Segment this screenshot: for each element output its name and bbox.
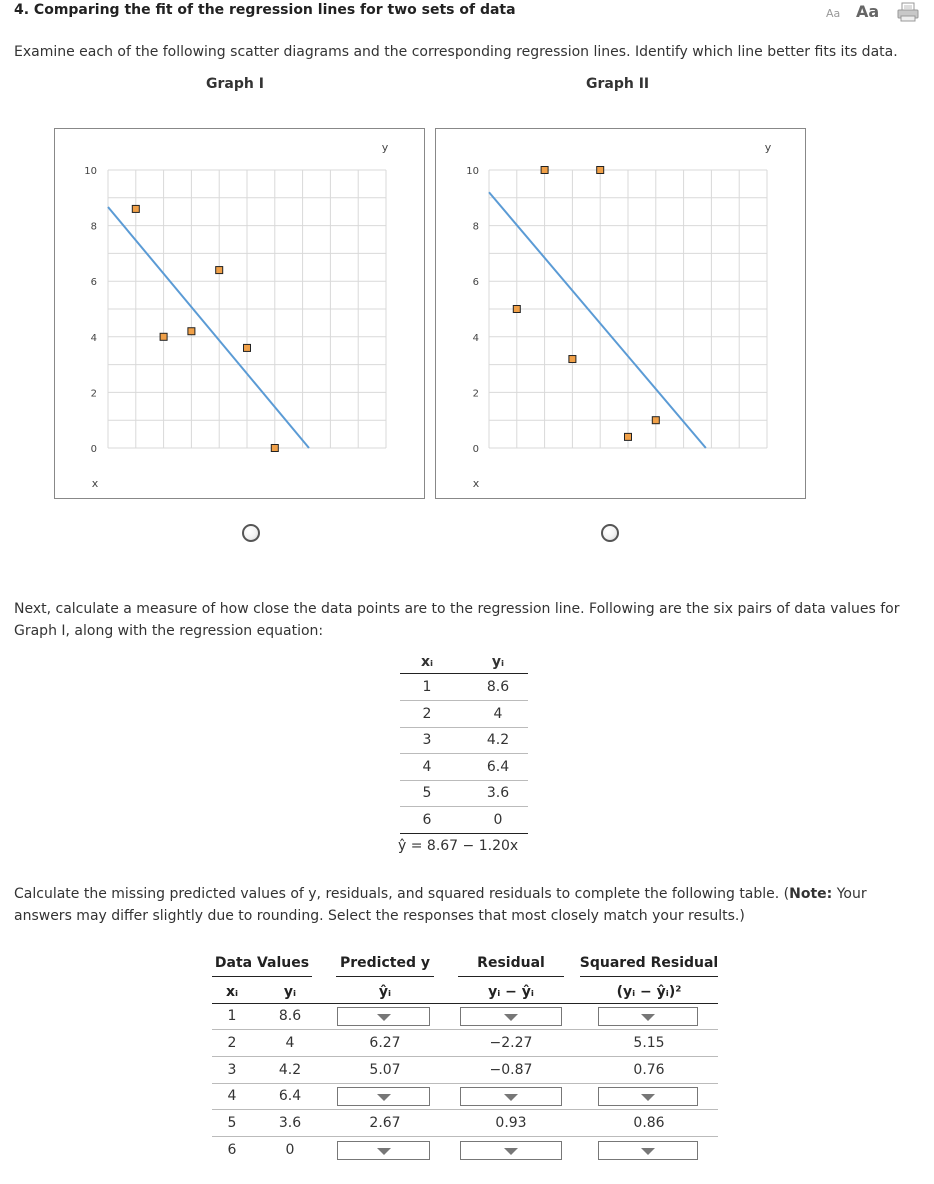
result-row-divider xyxy=(212,1136,718,1137)
result-squared-cell: 5.15 xyxy=(633,1034,665,1051)
graph2-ytick-label: 6 xyxy=(472,277,479,289)
graph2-ytick-label: 2 xyxy=(472,388,479,400)
graph1-plot xyxy=(55,129,424,498)
graph2-data-point xyxy=(597,167,604,174)
graph1-ytick-label: 2 xyxy=(90,388,97,400)
result-residual-cell: −0.87 xyxy=(489,1061,533,1078)
result-squared-cell: 0.86 xyxy=(633,1115,665,1132)
graph1-data-point xyxy=(216,267,223,274)
result-row-divider xyxy=(212,1056,718,1057)
graph1-label: Graph I xyxy=(206,76,264,92)
data-table-row-divider xyxy=(400,780,528,781)
predicted-y-dropdown[interactable] xyxy=(337,1007,430,1026)
data-table-x-cell: 4 xyxy=(422,758,432,775)
data-table-row-divider xyxy=(400,806,528,807)
result-x-cell: 6 xyxy=(227,1142,237,1158)
graph1-radio[interactable] xyxy=(242,524,260,542)
note-label: Note: xyxy=(789,886,833,902)
graph1-ytick-label: 4 xyxy=(90,332,97,344)
data-table-y-cell: 0 xyxy=(493,811,503,828)
data-table-y-cell: 8.6 xyxy=(486,679,510,695)
data-table-header-x: xᵢ xyxy=(420,654,434,670)
result-x-cell: 1 xyxy=(227,1008,237,1024)
data-table-x-cell: 5 xyxy=(422,785,432,801)
graph2-ytick-label: 4 xyxy=(472,332,479,344)
graph2-chart xyxy=(435,128,806,499)
chevron-down-icon xyxy=(377,1014,391,1021)
graph2-data-point xyxy=(625,433,632,440)
graph2-ylabel: y xyxy=(764,141,772,154)
graph1-ylabel: y xyxy=(381,141,389,154)
result-row-divider xyxy=(212,1109,718,1110)
graph2-xlabel: x xyxy=(472,477,480,490)
graph1-regression-line xyxy=(108,207,309,448)
graph2-plot xyxy=(436,129,805,498)
header-predicted-y: Predicted y xyxy=(340,955,430,971)
data-table-row-divider xyxy=(400,727,528,728)
calc-paragraph xyxy=(14,883,919,927)
graph1-data-point xyxy=(188,328,195,335)
regression-equation: ŷ = 8.67 − 1.20x xyxy=(398,838,519,854)
chevron-down-icon xyxy=(504,1094,518,1101)
result-y-cell: 8.6 xyxy=(278,1008,302,1024)
header-residual: Residual xyxy=(477,955,545,971)
data-table-y-cell: 6.4 xyxy=(486,758,510,775)
result-residual-cell: 0.93 xyxy=(495,1115,527,1132)
residual-dropdown[interactable] xyxy=(460,1087,562,1106)
data-table-row-divider xyxy=(400,753,528,754)
header-data-values: Data Values xyxy=(214,955,310,971)
graph2-label: Graph II xyxy=(586,76,650,92)
chevron-down-icon xyxy=(641,1014,655,1021)
subheader-predicted: ŷᵢ xyxy=(378,984,392,1000)
data-table-y-cell: 4.2 xyxy=(486,732,510,748)
printer-icon[interactable] xyxy=(897,2,919,22)
graph1-data-point xyxy=(160,333,167,340)
result-x-cell: 5 xyxy=(227,1115,237,1132)
decrease-font-button[interactable]: Aa xyxy=(826,7,841,20)
graph1-data-point xyxy=(132,205,139,212)
graph2-ytick-label: 8 xyxy=(472,221,479,233)
graph1-ytick-label: 10 xyxy=(84,166,97,177)
result-row-divider xyxy=(212,1029,718,1030)
graph2-data-point xyxy=(652,417,659,424)
graph2-data-point xyxy=(513,306,520,313)
result-y-cell: 4 xyxy=(285,1034,295,1051)
instructions-text: Examine each of the following scatter diagrams and the corresponding regression lines. Identify which line better fits its data. xyxy=(14,44,898,60)
result-predicted-cell: 6.27 xyxy=(369,1034,401,1051)
residual-dropdown[interactable] xyxy=(460,1007,562,1026)
data-table-x-cell: 3 xyxy=(422,732,432,748)
predicted-y-dropdown[interactable] xyxy=(337,1087,430,1106)
result-squared-cell: 0.76 xyxy=(633,1061,665,1078)
result-predicted-cell: 5.07 xyxy=(369,1061,401,1078)
data-table-header-y: yᵢ xyxy=(491,654,505,670)
graph1-chart xyxy=(54,128,425,499)
squared-residual-dropdown[interactable] xyxy=(598,1141,698,1160)
residual-dropdown[interactable] xyxy=(460,1141,562,1160)
next-paragraph: Next, calculate a measure of how close the data points are to the regression line. Following are the six pairs of data values for Graph I, along with the regression equation: xyxy=(14,601,900,639)
graph2-regression-line xyxy=(489,192,706,448)
subheader-x: xᵢ xyxy=(225,984,239,1000)
result-predicted-cell: 2.67 xyxy=(369,1115,401,1132)
graph2-data-point xyxy=(569,356,576,363)
data-table-x-cell: 6 xyxy=(422,811,432,828)
graph2-data-point xyxy=(541,167,548,174)
calc-paragraph-text-2: Your answers may differ slightly due to rounding. Select the responses that most closely match your results.) xyxy=(14,886,867,924)
result-x-cell: 3 xyxy=(227,1061,237,1078)
predicted-y-dropdown[interactable] xyxy=(337,1141,430,1160)
squared-residual-dropdown[interactable] xyxy=(598,1007,698,1026)
graph1-ytick-label: 8 xyxy=(90,221,97,233)
header-squared-residual: Squared Residual xyxy=(579,955,719,971)
result-y-cell: 4.2 xyxy=(278,1061,302,1078)
increase-font-button[interactable]: Aa xyxy=(856,2,880,21)
subheader-residual: yᵢ − ŷᵢ xyxy=(488,984,534,1000)
chevron-down-icon xyxy=(377,1094,391,1101)
chevron-down-icon xyxy=(377,1148,391,1155)
graph1-ytick-label: 6 xyxy=(90,277,97,289)
chevron-down-icon xyxy=(641,1148,655,1155)
result-x-cell: 4 xyxy=(227,1088,237,1105)
graph1-data-point xyxy=(244,344,251,351)
data-table-y-cell: 3.6 xyxy=(486,785,510,801)
data-table-row-divider xyxy=(400,700,528,701)
graph2-ytick-label: 0 xyxy=(472,444,479,455)
chevron-down-icon xyxy=(504,1014,518,1021)
subheader-squared: (yᵢ − ŷᵢ)² xyxy=(616,984,682,1000)
chevron-down-icon xyxy=(641,1094,655,1101)
graph1-data-point xyxy=(271,445,278,452)
graph2-radio[interactable] xyxy=(601,524,619,542)
graph1-xlabel: x xyxy=(91,477,99,490)
data-table-row-divider xyxy=(400,833,528,834)
data-table-y-cell: 4 xyxy=(493,705,503,722)
chevron-down-icon xyxy=(504,1148,518,1155)
question-title: 4. Comparing the fit of the regression lines for two sets of data xyxy=(14,2,516,18)
graph1-ytick-label: 0 xyxy=(90,444,97,455)
result-x-cell: 2 xyxy=(227,1034,237,1051)
data-table-x-cell: 1 xyxy=(422,679,432,695)
squared-residual-dropdown[interactable] xyxy=(598,1087,698,1106)
calc-paragraph-text-1: Calculate the missing predicted values of y, residuals, and squared residuals to complete the following table. ( xyxy=(14,886,790,902)
result-y-cell: 6.4 xyxy=(278,1088,302,1105)
result-y-cell: 3.6 xyxy=(278,1115,302,1132)
result-y-cell: 0 xyxy=(285,1142,295,1158)
subheader-y: yᵢ xyxy=(283,984,297,1000)
data-table-x-cell: 2 xyxy=(422,705,432,722)
graph2-ytick-label: 10 xyxy=(466,166,479,177)
result-row-divider xyxy=(212,1083,718,1084)
result-residual-cell: −2.27 xyxy=(489,1034,533,1051)
